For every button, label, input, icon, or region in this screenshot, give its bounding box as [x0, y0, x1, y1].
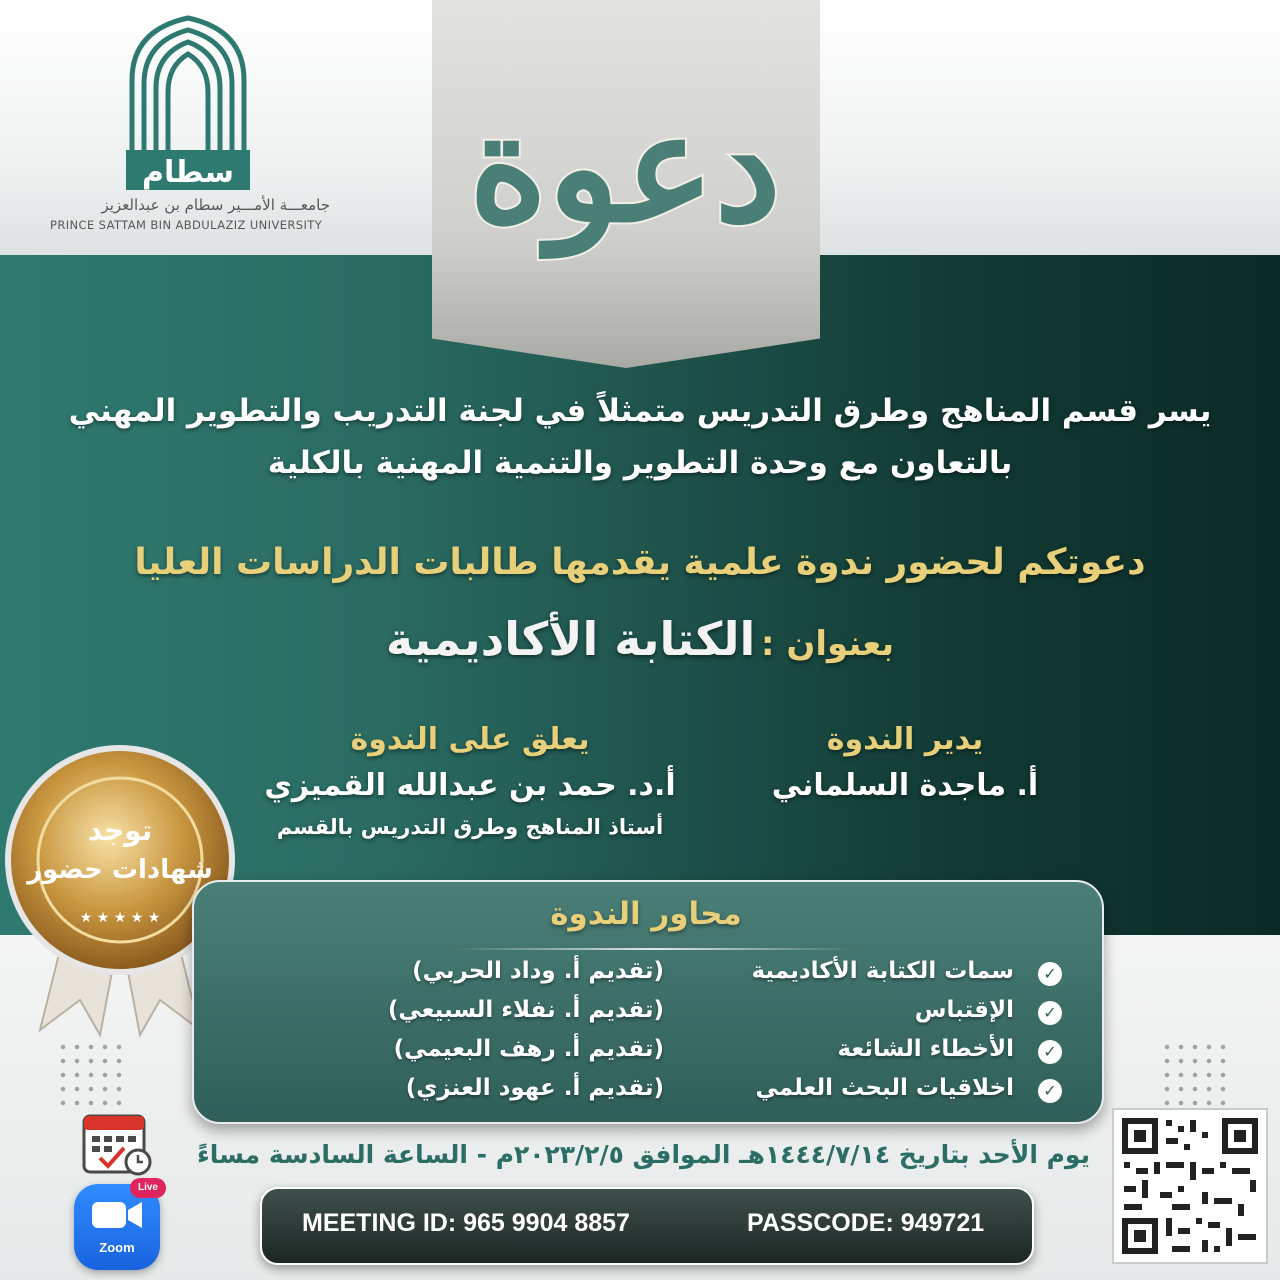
title-calligraphy-text: دعوة — [468, 80, 782, 256]
axes-heading: محاور الندوة — [550, 896, 742, 932]
invitation-line: دعوتكم لحضور ندوة علمية يقدمها طالبات الدراسات العليا — [134, 542, 1146, 583]
qr-code[interactable] — [1112, 1108, 1268, 1264]
axis-topic: سمات الكتابة الأكاديمية — [751, 958, 1014, 984]
axis-item — [194, 958, 1098, 994]
check-circle-icon: ✓ — [1038, 1040, 1062, 1064]
check-circle-icon: ✓ — [1038, 962, 1062, 986]
check-circle-icon: ✓ — [1038, 1001, 1062, 1025]
commentator-name: أ.د. حمد بن عبدالله القميزي — [264, 768, 676, 803]
axis-topic: اخلاقيات البحث العلمي — [755, 1075, 1014, 1101]
calendar-clock-icon — [80, 1108, 156, 1178]
university-name-en: PRINCE SATTAM BIN ABDULAZIZ UNIVERSITY — [50, 218, 323, 232]
moderator-name: أ. ماجدة السلماني — [771, 768, 1039, 803]
meeting-passcode: PASSCODE: 949721 — [747, 1209, 985, 1237]
medal-line-2: شهادات حضور — [27, 855, 213, 885]
zoom-label: Zoom — [99, 1240, 135, 1255]
commentator-heading: يعلق على الندوة — [350, 722, 590, 757]
event-date: يوم الأحد بتاريخ ١٤٤٤/٧/١٤هـ الموافق ٢٠٢٣/٢/٥م - الساعة السادسة مساءً — [197, 1140, 1090, 1169]
university-name-ar: جامعـــة الأمـــير سطام بن عبدالعزيز — [101, 196, 330, 214]
seminar-title: الكتابة الأكاديمية — [385, 612, 756, 666]
meeting-id: MEETING ID: 965 9904 8857 — [302, 1209, 630, 1237]
meeting-info-bar — [260, 1187, 1034, 1265]
medal-stars: ★ ★ ★ ★ ★ — [79, 910, 161, 926]
commentator-title: أستاذ المناهج وطرق التدريس بالقسم — [276, 815, 664, 839]
decor-dots-left — [56, 1040, 126, 1110]
zoom-app-icon[interactable] — [74, 1184, 160, 1270]
axis-item — [194, 997, 1098, 1033]
axis-presenter: (تقديم أ. عهود العنزي) — [405, 1075, 664, 1101]
moderator-heading: يدير الندوة — [826, 722, 984, 757]
intro-line-1: يسر قسم المناهج وطرق التدريس متمثلاً في لجنة التدريب والتطوير المهني — [68, 393, 1212, 429]
seminar-title-prefix: بعنوان : — [760, 624, 895, 664]
axis-topic: الإقتباس — [914, 997, 1014, 1023]
axis-presenter: (تقديم أ. وداد الحربي) — [412, 958, 664, 984]
axis-item — [194, 1075, 1098, 1111]
axis-presenter: (تقديم أ. رهف البعيمي) — [393, 1036, 664, 1062]
logo-mark-text: سطام — [142, 155, 234, 190]
seminar-title-row — [280, 612, 1000, 666]
axes-divider — [454, 948, 854, 950]
axis-topic: الأخطاء الشائعة — [837, 1036, 1014, 1062]
axis-item — [194, 1036, 1098, 1072]
axis-presenter: (تقديم أ. نفلاء السبيعي) — [387, 997, 664, 1023]
decor-dots-right — [1160, 1040, 1230, 1110]
seminar-axes-panel — [192, 880, 1104, 1124]
check-circle-icon: ✓ — [1038, 1079, 1062, 1103]
title-calligraphy — [440, 20, 810, 320]
live-badge: Live — [130, 1178, 166, 1198]
medal-line-1: توجد — [87, 814, 153, 847]
intro-line-2: بالتعاون مع وحدة التطوير والتنمية المهنية بالكلية — [267, 445, 1013, 481]
